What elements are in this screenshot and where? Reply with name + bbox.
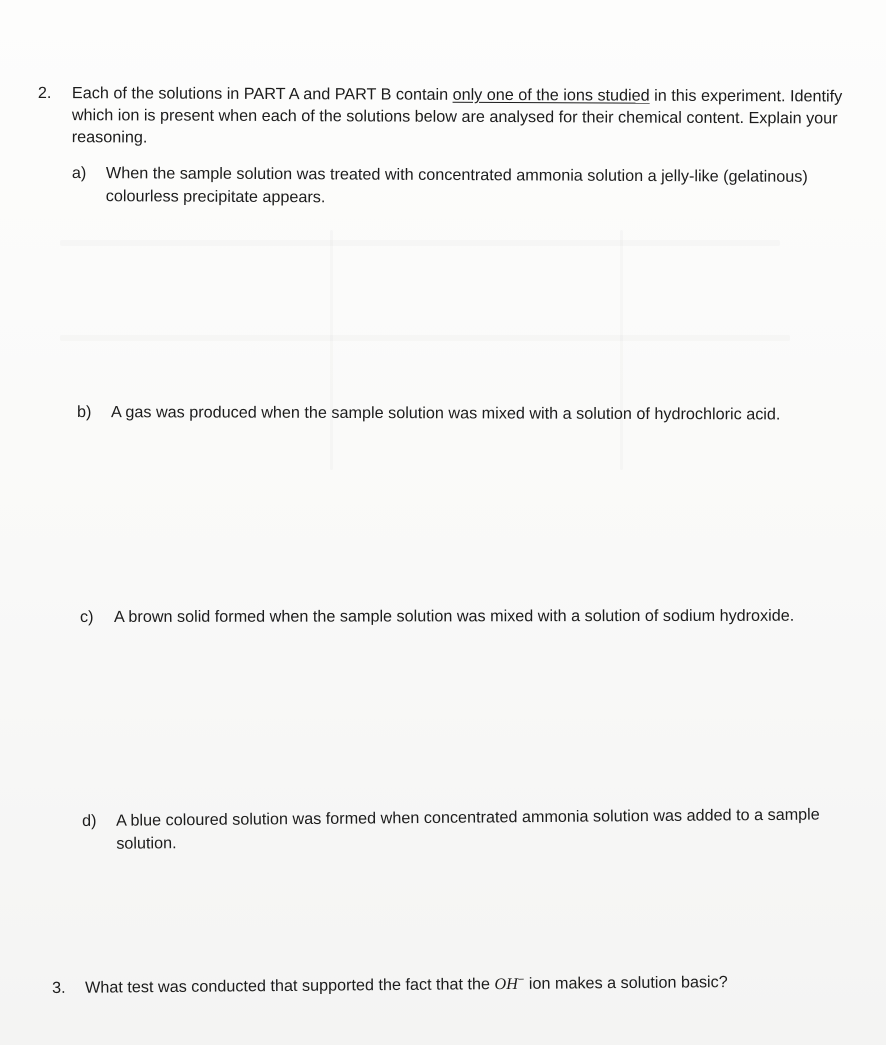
q3-text-end: ion makes a solution basic? [524, 973, 728, 993]
part-label: d) [82, 811, 97, 830]
part-label: a) [71, 163, 87, 183]
intro-underlined-text: only one of the ions studied [452, 85, 650, 105]
q3-text-start: What test was conducted that supported the fact that the [85, 975, 495, 997]
question-3 [52, 970, 852, 1001]
show-through-smudge [60, 335, 790, 341]
question-2b [77, 401, 867, 427]
question-2d [82, 803, 842, 856]
ion-charge: − [517, 973, 525, 986]
question-number: 2. [37, 83, 52, 103]
question-2a [72, 162, 852, 212]
show-through-smudge [330, 230, 333, 470]
question-2 [38, 82, 868, 152]
question-3-text [85, 970, 852, 1001]
show-through-smudge [60, 240, 780, 246]
question-2-intro [72, 82, 868, 151]
intro-text-start: Each of the solutions in PART A and PART B contain [71, 84, 453, 104]
intro-text-end: in this experiment. Identify which ion is present when each of the solutions below are analysed for their chemical content. Explain your reasoning. [71, 86, 843, 147]
part-label: b) [76, 403, 92, 422]
part-label: c) [80, 607, 94, 626]
part-text: A brown solid formed when the sample solution was mixed with a solution of sodium hydroxide. [114, 606, 795, 626]
show-through-smudge [620, 230, 623, 470]
part-text: A gas was produced when the sample solution was mixed with a solution of hydrochloric acid. [110, 403, 781, 424]
question-2c [80, 605, 870, 629]
part-text: When the sample solution was treated with concentrated ammonia solution a jelly-like (gelatinous) colourless precipitate appears. [105, 164, 808, 207]
question-number: 3. [52, 978, 66, 997]
hydroxide-ion-formula: OH [494, 974, 518, 994]
part-text: A blue coloured solution was formed when concentrated ammonia solution was added to a sample solution. [116, 805, 820, 853]
